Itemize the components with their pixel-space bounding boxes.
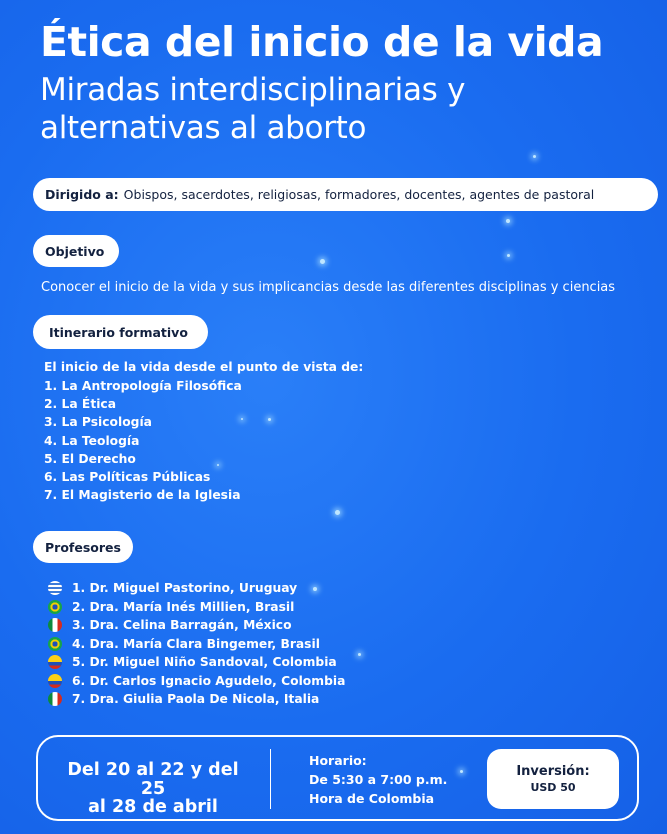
professor-name: 6. Dr. Carlos Ignacio Agudelo, Colombia (72, 673, 346, 688)
schedule-zone: Hora de Colombia (309, 790, 435, 806)
itinerary-intro: El inicio de la vida desde el punto de vista de: (44, 360, 364, 374)
colombia-flag-icon (48, 655, 62, 669)
uruguay-flag-icon (48, 581, 62, 595)
professor-name: 2. Dra. María Inés Millien, Brasil (72, 599, 295, 614)
itinerary-item: 6. Las Políticas Públicas (44, 469, 211, 484)
investment-box (487, 749, 619, 809)
professors-list (48, 579, 345, 709)
professor-item (48, 690, 345, 709)
schedule-time: De 5:30 a 7:00 p.m. (309, 771, 448, 787)
subtitle-line-2: alternativas al aborto (40, 109, 367, 146)
investment-label: Inversión: (516, 764, 590, 779)
brazil-flag-icon (48, 637, 62, 651)
dates-line-2: al 28 de abril (88, 797, 218, 818)
sparkle (320, 259, 325, 264)
dates-line-1: Del 20 al 22 y del 25 (67, 760, 239, 799)
itinerary-item: 1. La Antropología Filosófica (44, 379, 242, 393)
event-dates (58, 761, 248, 817)
audience-label: Dirigido a: (45, 187, 119, 202)
audience-text: Obispos, sacerdotes, religiosas, formadores, docentes, agentes de pastoral (123, 187, 595, 202)
professor-name: 3. Dra. Celina Barragán, México (72, 618, 292, 632)
page-subtitle (40, 72, 465, 148)
sparkle (335, 510, 340, 515)
itinerary-item: 5. El Derecho (44, 451, 136, 466)
audience-pill (33, 178, 658, 211)
professor-item (48, 653, 345, 672)
professors-tag: Profesores (33, 531, 133, 563)
italy-flag-icon (48, 692, 62, 706)
brazil-flag-icon (48, 600, 62, 614)
page-title: Ética del inicio de la vida (40, 18, 604, 66)
professor-item (48, 598, 345, 617)
itinerary-item: 2. La Ética (44, 397, 117, 412)
schedule-label: Horario: (309, 753, 367, 768)
mexico-flag-icon (48, 618, 62, 632)
sparkle (533, 155, 536, 158)
investment-value: USD 50 (530, 781, 576, 794)
itinerary-tag: Itinerario formativo (33, 315, 208, 349)
itinerary-list (44, 377, 242, 504)
footer-divider (270, 749, 271, 809)
sparkle (268, 418, 271, 421)
objective-text: Conocer el inicio de la vida y sus implicancias desde las diferentes disciplinas y ciencias (41, 280, 616, 295)
professor-item (48, 672, 345, 691)
professor-item (48, 579, 345, 598)
event-schedule (309, 752, 447, 808)
professor-item (48, 616, 345, 635)
objective-tag: Objetivo (33, 235, 119, 267)
professor-name: 7. Dra. Giulia Paola De Nicola, Italia (72, 692, 320, 706)
sparkle (507, 254, 510, 257)
subtitle-line-1: Miradas interdisciplinarias y (40, 72, 466, 108)
professor-name: 5. Dr. Miguel Niño Sandoval, Colombia (72, 655, 337, 669)
event-info-box (36, 735, 639, 821)
sparkle (506, 219, 510, 223)
colombia-flag-icon (48, 674, 62, 688)
professor-item (48, 635, 345, 654)
sparkle (358, 653, 361, 656)
professor-name: 1. Dr. Miguel Pastorino, Uruguay (72, 581, 298, 595)
itinerary-item: 3. La Psicología (44, 415, 152, 430)
itinerary-item: 4. La Teología (44, 433, 140, 448)
itinerary-item: 7. El Magisterio de la Iglesia (44, 488, 241, 503)
professor-name: 4. Dra. María Clara Bingemer, Brasil (72, 636, 320, 651)
